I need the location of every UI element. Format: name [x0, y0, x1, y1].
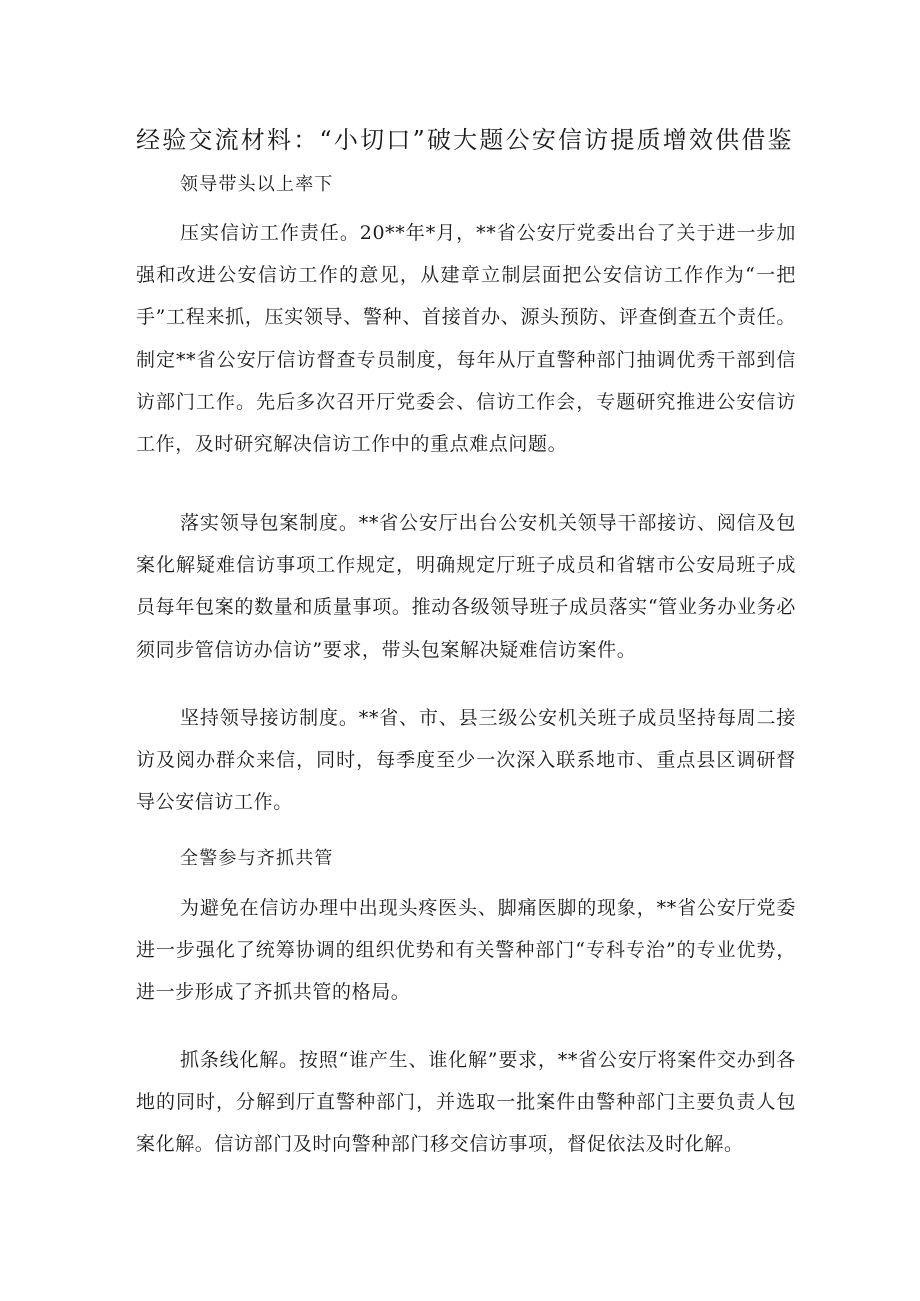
body-paragraph: 抓条线化解。按照“谁产生、谁化解”要求，**省公安厅将案件交办到各地的同时，分解到厅直警种部门，并选取一批案件由警种部门主要负责人包案化解。信访部门及时向警种部门移交信访事项，督促依法及时化解。 — [136, 1049, 796, 1156]
document-title: 经验交流材料：“小切口”破大题公安信访提质增效供借鉴 — [136, 126, 794, 154]
body-paragraph: 坚持领导接访制度。**省、市、县三级公安机关班子成员坚持每周二接访及阅办群众来信，同时，每季度至少一次深入联系地市、重点县区调研督导公安信访工作。 — [136, 707, 796, 814]
section-heading: 领导带头以上率下 — [180, 174, 334, 195]
body-paragraph: 压实信访工作责任。20**年*月，**省公安厅党委出台了关于进一步加强和改进公安信访工作的意见，从建章立制层面把公安信访工作作为“一把手”工程来抓，压实领导、警种、首接首办、源头预防、评查倒查五个责任。制定**省公安厅信访督查专员制度，每年从厅直警种部门抽调优秀干部到信访部门工作。先后多次召开厅党委会、信访工作会，专题研究推进公安信访工作，及时研究解决信访工作中的重点难点问题。 — [136, 222, 796, 456]
body-paragraph: 落实领导包案制度。**省公安厅出台公安机关领导干部接访、阅信及包案化解疑难信访事项工作规定，明确规定厅班子成员和省辖市公安局班子成员每年包案的数量和质量事项。推动各级领导班子成员落实“管业务办业务必须同步管信访办信访”要求，带头包案解决疑难信访案件。 — [136, 512, 796, 661]
section-heading: 全警参与齐抓共管 — [180, 848, 334, 869]
body-paragraph: 为避免在信访办理中出现头疼医头、脚痛医脚的现象，**省公安厅党委进一步强化了统筹协调的组织优势和有关警种部门“专科专治”的专业优势，进一步形成了齐抓共管的格局。 — [136, 897, 796, 1004]
